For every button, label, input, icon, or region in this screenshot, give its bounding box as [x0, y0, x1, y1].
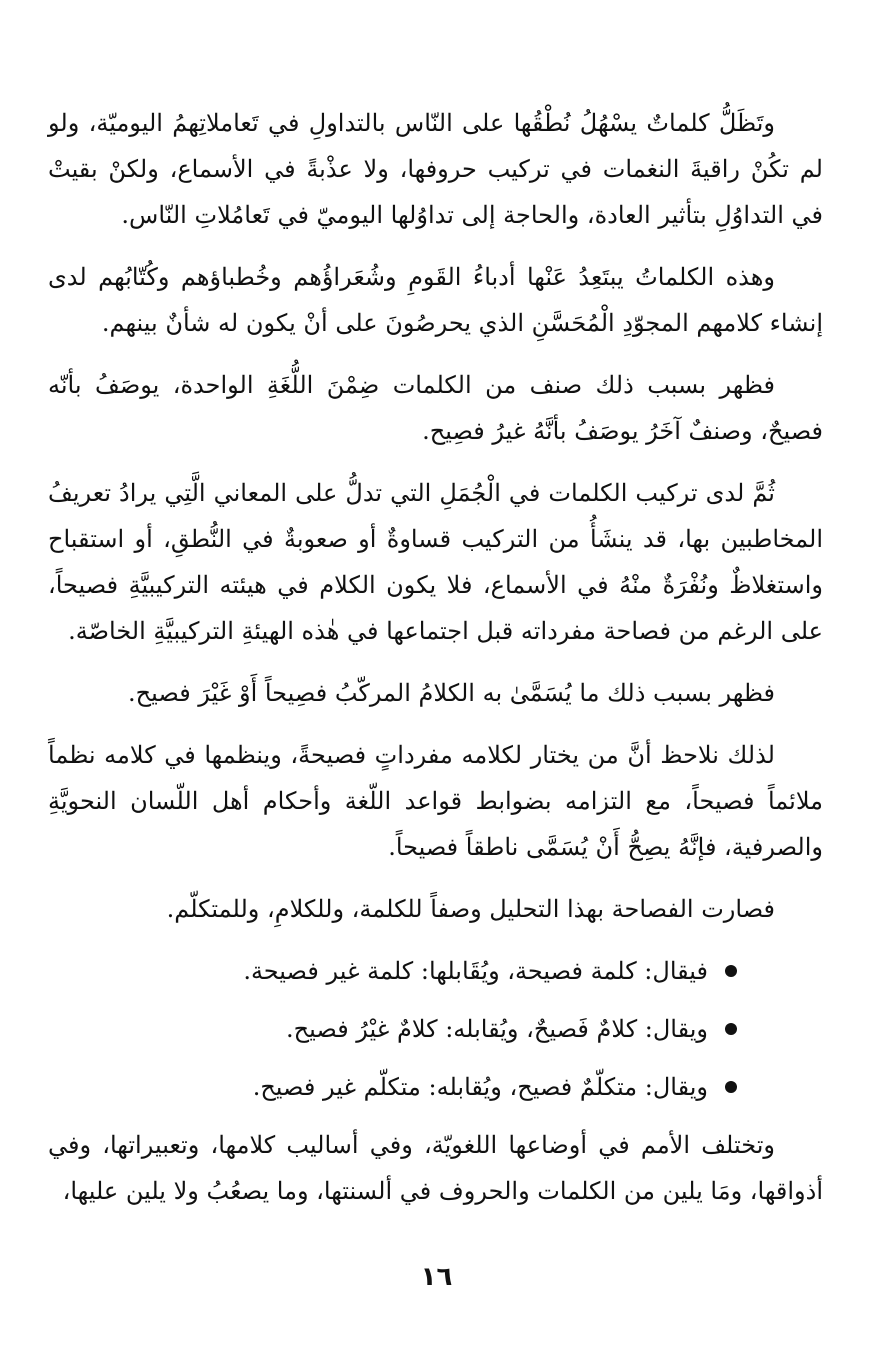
page-body [48, 100, 823, 1230]
paragraph-6: لذلك نلاحظ أنَّ من يختار لكلامه مفرداتٍ فصيحةً، وينظمها في كلامه نظماً ملائماً فصيحاً، مع التزامه بضوابط قواعد اللّغة وأحكام أهل اللّسان النحويَّةِ والصرفية، فإنَّهُ يصِحُّ أَنْ يُسَمَّى ناطقاً فصيحاً. [48, 741, 823, 861]
bullet-dot-icon [725, 965, 737, 977]
paragraph-1: وتَظَلُّ كلماتٌ يسْهُلُ نُطْقُها على النّاس بالتداولِ في تَعاملاتِهمُ اليوميّة، ولو لم تكُنْ راقيةَ النغمات في تركيب حروفها، ولا عذْبةً في الأسماع، ولكنْ بقيتْ في التداوُلِ بتأثير العادة، والحاجة إلى تداوُلها اليوميّ في تَعامُلاتِ النّاس. [48, 109, 823, 229]
bullet-text: ويقال: كلامٌ فَصيحٌ، ويُقابله: كلامٌ غيْرُ فصيح. [286, 1015, 708, 1043]
paragraph-3: فظهر بسبب ذلك صنف من الكلمات ضِمْنَ اللُّغَةِ الواحدة، يوصَفُ بأنّه فصيحٌ، وصنفٌ آخَرُ يوصَفُ بأنَّهُ غيرُ فصِيح. [48, 371, 823, 445]
bullet-item [48, 948, 823, 994]
bullet-item [48, 1006, 823, 1052]
bullet-item [48, 1064, 823, 1110]
paragraph-2: وهذه الكلماتُ يبتَعِدُ عَنْها أدباءُ القَومِ وشُعَراؤُهم وخُطباؤهم وكُتّابُهم لدى إنشاء كلامهم المجوّدِ الْمُحَسَّنِ الذي يحرصُونَ على أنْ يكون له شأنٌ بينهم. [48, 263, 823, 337]
page-number: ١٦ [420, 1262, 453, 1292]
bullet-dot-icon [725, 1023, 737, 1035]
bullet-text: ويقال: متكلّمٌ فصيح، ويُقابله: متكلّم غير فصيح. [252, 1073, 708, 1101]
paragraph-7: فصارت الفصاحة بهذا التحليل وصفاً للكلمة، وللكلامِ، وللمتكلّم. [166, 895, 775, 923]
paragraph-4: ثُمَّ لدى تركيب الكلمات في الْجُمَلِ التي تدلُّ على المعاني الَّتِي يرادُ تعريفُ المخاطبين بها، قد ينشَأُ من التركيب قساوةٌ أو صعوبةٌ في النُّطقِ، أو استقباح واستغلاظٌ ونُفْرَةٌ منْهُ في الأسماع، فلا يكون الكلام في هيئته التركيبيَّةِ فصيحاً، على الرغم من فصاحة مفرداته قبل اجتماعها في هٰذه الهيئةِ التركيبيَّةِ الخاصّة. [48, 479, 823, 645]
bullet-list [48, 948, 823, 1110]
paragraph-5: فظهر بسبب ذلك ما يُسَمَّىٰ به الكلامُ المركّبُ فصِيحاً أَوْ غَيْرَ فصيح. [128, 679, 775, 707]
final-paragraph: وتختلف الأمم في أوضاعها اللغويّة، وفي أساليب كلامها، وتعبيراتها، وفي أذواقها، ومَا يلين من الكلمات والحروف في ألسنتها، وما يصعُبُ ولا يلين عليها، [48, 1131, 823, 1205]
bullet-text: فيقال: كلمة فصيحة، ويُقَابلها: كلمة غير فصيحة. [243, 957, 708, 985]
bullet-dot-icon [725, 1081, 737, 1093]
